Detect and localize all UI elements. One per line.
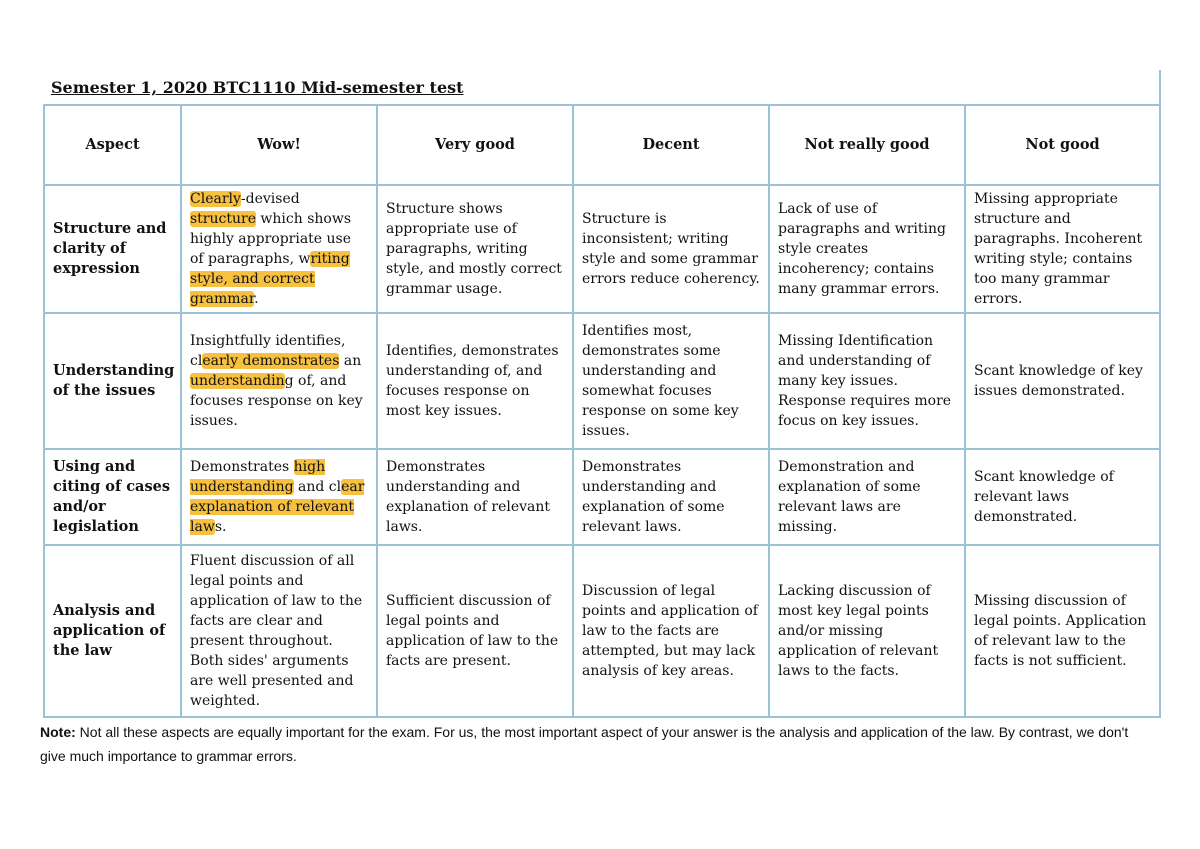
highlighted-text: understandin xyxy=(190,373,285,389)
highlighted-text: early demonstrates xyxy=(202,353,340,369)
cell-text: and cl xyxy=(293,479,342,495)
highlighted-text: ear explanation of relevant law xyxy=(190,479,365,535)
highlighted-text: high understanding xyxy=(190,459,326,495)
cell-text: which shows highly appropriate use of paragraphs, w xyxy=(190,211,352,267)
not-really-good-cell: Lacking discussion of most key legal points and/or missing application of relevant laws to the facts. xyxy=(769,545,965,717)
cell-text: Fluent discussion of all legal points and application of law to the facts are clear and present throughout. Both sides' arguments are well presented and weighted. xyxy=(190,553,363,709)
table-row xyxy=(44,185,1160,313)
not-good-cell: Scant knowledge of key issues demonstrated. xyxy=(965,313,1160,449)
very-good-cell: Demonstrates understanding and explanation of relevant laws. xyxy=(377,449,573,545)
note-paragraph xyxy=(40,720,1150,768)
highlighted-text: riting style, and correct grammar xyxy=(190,251,350,307)
row-aspect: Analysis and application of the law xyxy=(44,545,181,717)
table-row xyxy=(44,313,1160,449)
highlighted-text: structure xyxy=(190,211,256,227)
title-cell xyxy=(43,70,1161,104)
header-not-good: Not good xyxy=(965,105,1160,185)
header-row xyxy=(44,105,1160,185)
row-aspect: Understanding of the issues xyxy=(44,313,181,449)
table-row xyxy=(44,545,1160,717)
cell-text: Demonstrates xyxy=(190,459,294,475)
cell-text: an xyxy=(339,353,362,369)
highlighted-text: Clearly xyxy=(190,191,241,207)
table-row xyxy=(44,449,1160,545)
very-good-cell: Identifies, demonstrates understanding of, and focuses response on most key issues. xyxy=(377,313,573,449)
header-wow: Wow! xyxy=(181,105,377,185)
cell-text: s. xyxy=(214,519,227,535)
decent-cell: Structure is inconsistent; writing style and some grammar errors reduce coherency. xyxy=(573,185,769,313)
wow-cell xyxy=(181,185,377,313)
not-really-good-cell: Missing Identification and understanding of many key issues. Response requires more focus on key issues. xyxy=(769,313,965,449)
wow-cell xyxy=(181,545,377,717)
not-good-cell: Scant knowledge of relevant laws demonstrated. xyxy=(965,449,1160,545)
wow-cell xyxy=(181,449,377,545)
row-aspect: Using and citing of cases and/or legislation xyxy=(44,449,181,545)
header-aspect: Aspect xyxy=(44,105,181,185)
rubric-table xyxy=(43,104,1161,718)
decent-cell: Demonstrates understanding and explanation of some relevant laws. xyxy=(573,449,769,545)
cell-text: Insightfully identifies, cl xyxy=(190,333,346,369)
decent-cell: Identifies most, demonstrates some understanding and somewhat focuses response on some key issues. xyxy=(573,313,769,449)
not-really-good-cell: Demonstration and explanation of some relevant laws are missing. xyxy=(769,449,965,545)
cell-text: -devised xyxy=(240,191,300,207)
note-label: Note: xyxy=(40,724,76,740)
wow-cell xyxy=(181,313,377,449)
note-text: Not all these aspects are equally important for the exam. For us, the most important aspect of your answer is the analysis and application of the law. By contrast, we don't give much importance to grammar errors. xyxy=(40,724,1129,764)
cell-text: . xyxy=(254,291,259,307)
decent-cell: Discussion of legal points and application of law to the facts are attempted, but may lack analysis of key areas. xyxy=(573,545,769,717)
very-good-cell: Structure shows appropriate use of paragraphs, writing style, and mostly correct grammar usage. xyxy=(377,185,573,313)
cell-text: g of, and focuses response on key issues. xyxy=(190,373,363,429)
header-very-good: Very good xyxy=(377,105,573,185)
document-title: Semester 1, 2020 BTC1110 Mid-semester test xyxy=(51,78,464,97)
row-aspect: Structure and clarity of expression xyxy=(44,185,181,313)
header-decent: Decent xyxy=(573,105,769,185)
header-not-really-good: Not really good xyxy=(769,105,965,185)
not-good-cell: Missing appropriate structure and paragraphs. Incoherent writing style; contains too many grammar errors. xyxy=(965,185,1160,313)
not-good-cell: Missing discussion of legal points. Application of relevant law to the facts is not sufficient. xyxy=(965,545,1160,717)
not-really-good-cell: Lack of use of paragraphs and writing style creates incoherency; contains many grammar errors. xyxy=(769,185,965,313)
very-good-cell: Sufficient discussion of legal points and application of law to the facts are present. xyxy=(377,545,573,717)
